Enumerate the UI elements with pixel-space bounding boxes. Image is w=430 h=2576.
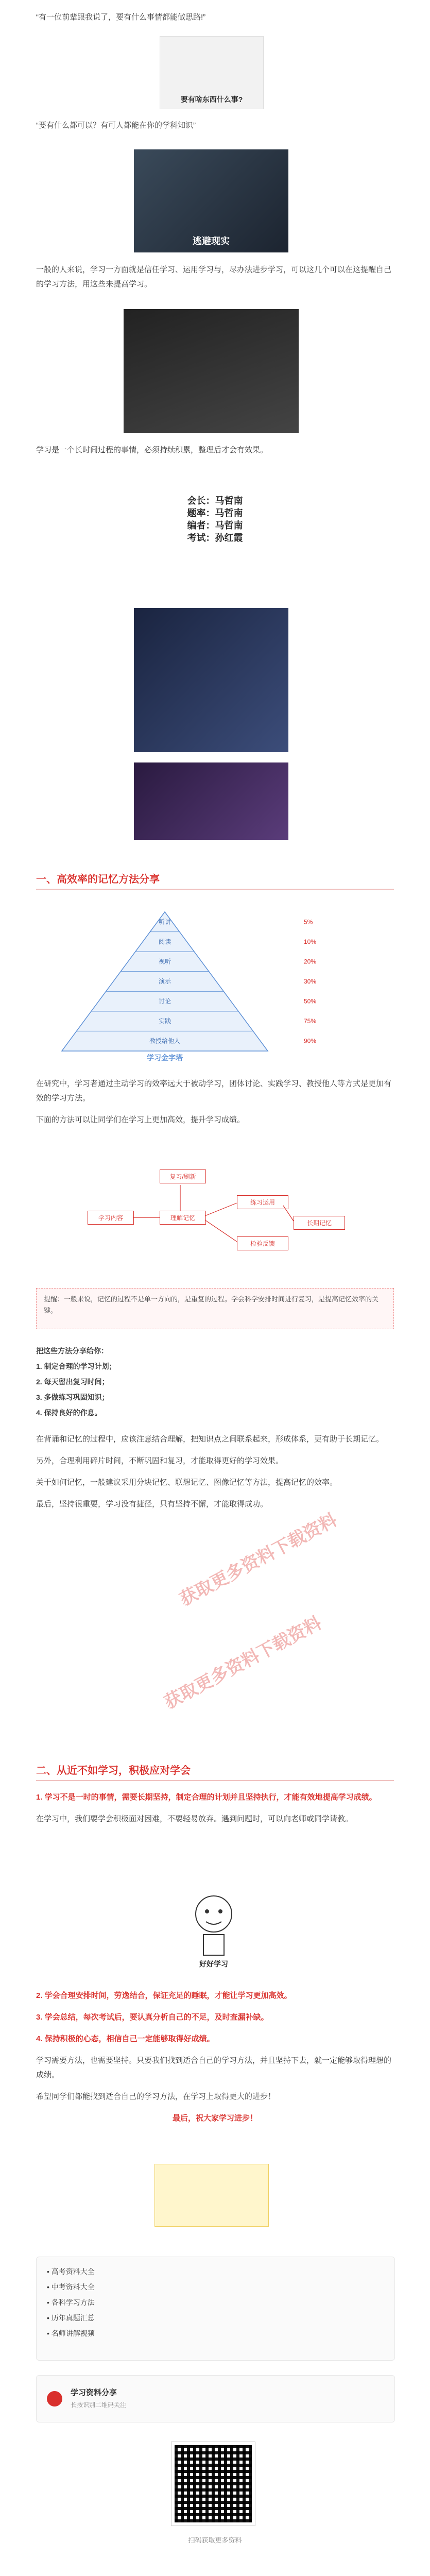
diagram-node-4: 检验反馈 xyxy=(237,1236,288,1250)
intro-paragraph-2: “要有什么都可以？有可人都能在你的学科知识” xyxy=(36,121,196,130)
watermark-2: 获取更多资料下载资料 xyxy=(161,1613,325,1713)
diagram-node-2: 理解记忆 xyxy=(160,1211,206,1225)
memory-diagram xyxy=(88,1164,342,1278)
intro-block-4 xyxy=(36,443,394,465)
section-1-paragraph-4: 另外，合理利用碎片时间，不断巩固和复习，才能取得更好的学习效果。 xyxy=(36,1456,284,1465)
learning-pyramid xyxy=(36,907,394,1061)
pyramid-level-label: 讨论 xyxy=(158,997,171,1005)
quote-line-4: 考试：孙红霞 xyxy=(187,533,243,543)
meme-caption-2: 好好学习 xyxy=(199,1960,228,1968)
resource-item-2[interactable]: • 中考资料大全 xyxy=(47,2283,95,2291)
portrait-photo xyxy=(124,309,299,433)
study-image-1 xyxy=(134,608,288,752)
intro-section xyxy=(36,10,394,32)
section-2-title: 二、从近不如学习，积极应对学会 xyxy=(36,1762,394,1781)
section-1-text-1 xyxy=(36,1077,394,1134)
section-2-paragraph-5: 4. 保持积极的心态，相信自己一定能够取得好成绩。 xyxy=(36,2035,215,2043)
learning-pyramid-svg xyxy=(36,907,394,1061)
photo-caption: 逃避现实 xyxy=(193,236,230,246)
meme-image-2 xyxy=(175,1886,252,1973)
section-2-paragraph-1: 1. 学习不是一时的事情，需要长期坚持，制定合理的计划并且坚持执行，才能有效地提高学习成绩。 xyxy=(36,1793,377,1802)
pyramid-level-percent: 75% xyxy=(304,1018,317,1025)
method-list-item-1: 1. 制定合理的学习计划； xyxy=(36,1362,116,1370)
watermark-1: 获取更多资料下载资料 xyxy=(176,1510,340,1610)
diagram-node-1: 学习内容 xyxy=(88,1211,134,1225)
section-1-paragraph-2: 下面的方法可以让同学们在学习上更加高效，提升学习成绩。 xyxy=(36,1115,245,1124)
quote-block xyxy=(36,495,394,544)
section-1 xyxy=(36,871,394,899)
tip-callout: 提醒：一般来说，记忆的过程不是单一方向的，是重复的过程。学会科学安排时间进行复习，是提高记忆效率的关键。 xyxy=(36,1288,394,1329)
quote-line-1: 会长：马哲南 xyxy=(187,496,243,506)
pyramid-level-percent: 30% xyxy=(304,978,317,985)
pyramid-level-percent: 10% xyxy=(304,938,317,945)
follow-text: 长按识别二维码关注 xyxy=(71,2401,127,2409)
pyramid-level-percent: 90% xyxy=(304,1037,317,1045)
method-list-item-3: 3. 多做练习巩固知识； xyxy=(36,1393,109,1401)
intro-paragraph-1: “有一位前辈跟我说了，要有什么事情都能做思路!” xyxy=(36,13,206,22)
meme-image-3 xyxy=(154,2164,269,2227)
pyramid-level-label: 实践 xyxy=(158,1018,171,1025)
pyramid-level-label: 听讲 xyxy=(158,918,171,926)
intro-block-2 xyxy=(36,118,394,140)
resource-item-1[interactable]: • 高考资料大全 xyxy=(47,2267,95,2276)
section-1-text-2 xyxy=(36,1432,394,1519)
photo-escape-reality xyxy=(134,149,288,252)
resource-list-card xyxy=(36,2257,395,2361)
pyramid-caption: 学习金字塔 xyxy=(147,1054,183,1061)
section-2-paragraph-2: 在学习中，我们要学会积极面对困难，不要轻易放弃。遇到问题时，可以向老师或同学请教。 xyxy=(36,1815,353,1823)
section-1-paragraph-5: 关于如何记忆，一般建议采用分块记忆、联想记忆、图像记忆等方法，提高记忆的效率。 xyxy=(36,1478,338,1487)
intro-block-3 xyxy=(36,263,394,299)
section-2-paragraph-7: 希望同学们都能找到适合自己的学习方法，在学习上取得更大的进步！ xyxy=(36,2092,276,2101)
section-1-paragraph-6: 最后，坚持很重要，学习没有捷径，只有坚持不懈，才能取得成功。 xyxy=(36,1500,268,1509)
diagram-arrows xyxy=(88,1164,342,1278)
section-1-title: 一、高效率的记忆方法分享 xyxy=(36,871,394,890)
method-list-title: 把这些方法分享给你： xyxy=(36,1347,108,1355)
intro-paragraph-3: 一般的人来说，学习一方面就是信任学习、运用学习与，尽办法进步学习，可以这几个可以在这提醒自己的学习方法，用这些来提高学习。 xyxy=(36,265,392,289)
section-2-text xyxy=(36,1989,394,2133)
diagram-node-5: 长期记忆 xyxy=(294,1216,345,1230)
pyramid-level-label: 阅读 xyxy=(158,938,171,945)
diagram-node-0: 复习/刷新 xyxy=(160,1170,206,1183)
section-2-closing: 最后，祝大家学习进步！ xyxy=(172,2114,257,2123)
resource-item-3[interactable]: • 各科学习方法 xyxy=(47,2298,95,2307)
meme-image-1 xyxy=(160,36,264,109)
quote-line-3: 编者：马哲南 xyxy=(187,520,243,531)
section-2 xyxy=(36,1762,394,1834)
section-1-paragraph-1: 在研究中，学习者通过主动学习的效率远大于被动学习，团体讨论、实践学习、教授他人等方式是更加有效的学习方法。 xyxy=(36,1079,392,1103)
pyramid-level-percent: 5% xyxy=(304,918,313,926)
qr-caption: 扫码获取更多资料 xyxy=(188,2536,242,2544)
section-2-paragraph-4: 3. 学会总结，每次考试后，要认真分析自己的不足，及时查漏补缺。 xyxy=(36,2013,269,2022)
diagram-node-3: 练习运用 xyxy=(237,1195,288,1209)
method-list-item-2: 2. 每天留出复习时间； xyxy=(36,1378,109,1386)
cartoon-icon xyxy=(175,1886,252,1958)
resource-list xyxy=(47,2265,95,2343)
resource-item-5[interactable]: • 名师讲解视频 xyxy=(47,2329,95,2337)
section-2-paragraph-6: 学习需要方法，也需要坚持。只要我们找到适合自己的学习方法，并且坚持下去，就一定能够取得理想的成绩。 xyxy=(36,2056,392,2079)
method-list-item-4: 4. 保持良好的作息。 xyxy=(36,1409,102,1417)
section-1-paragraph-3: 在背诵和记忆的过程中，应该注意结合理解，把知识点之间联系起来，形成体系，更有助于长期记忆。 xyxy=(36,1435,384,1444)
pyramid-level-percent: 20% xyxy=(304,958,317,965)
pyramid-level-label: 演示 xyxy=(158,978,171,985)
quote-line-2: 题率：马哲南 xyxy=(187,508,243,518)
account-avatar-icon xyxy=(47,2391,62,2406)
pyramid-level-percent: 50% xyxy=(304,997,317,1005)
meme-caption-1: 要有啥东西什么事? xyxy=(180,95,243,104)
section-2-paragraph-3: 2. 学会合理安排时间，劳逸结合，保证充足的睡眠，才能让学习更加高效。 xyxy=(36,1991,292,2000)
pyramid-level-label: 教授给他人 xyxy=(149,1037,181,1045)
qr-code[interactable] xyxy=(171,2442,255,2526)
study-image-2 xyxy=(134,762,288,840)
account-card[interactable] xyxy=(36,2375,395,2422)
method-list xyxy=(36,1345,394,1422)
intro-paragraph-4: 学习是一个长时间过程的事情，必须持续积累，整理后才会有效果。 xyxy=(36,446,268,454)
pyramid-level-label: 视听 xyxy=(158,958,171,965)
account-name: 学习资料分享 xyxy=(71,2388,117,2397)
resource-item-4[interactable]: • 历年真题汇总 xyxy=(47,2314,95,2322)
